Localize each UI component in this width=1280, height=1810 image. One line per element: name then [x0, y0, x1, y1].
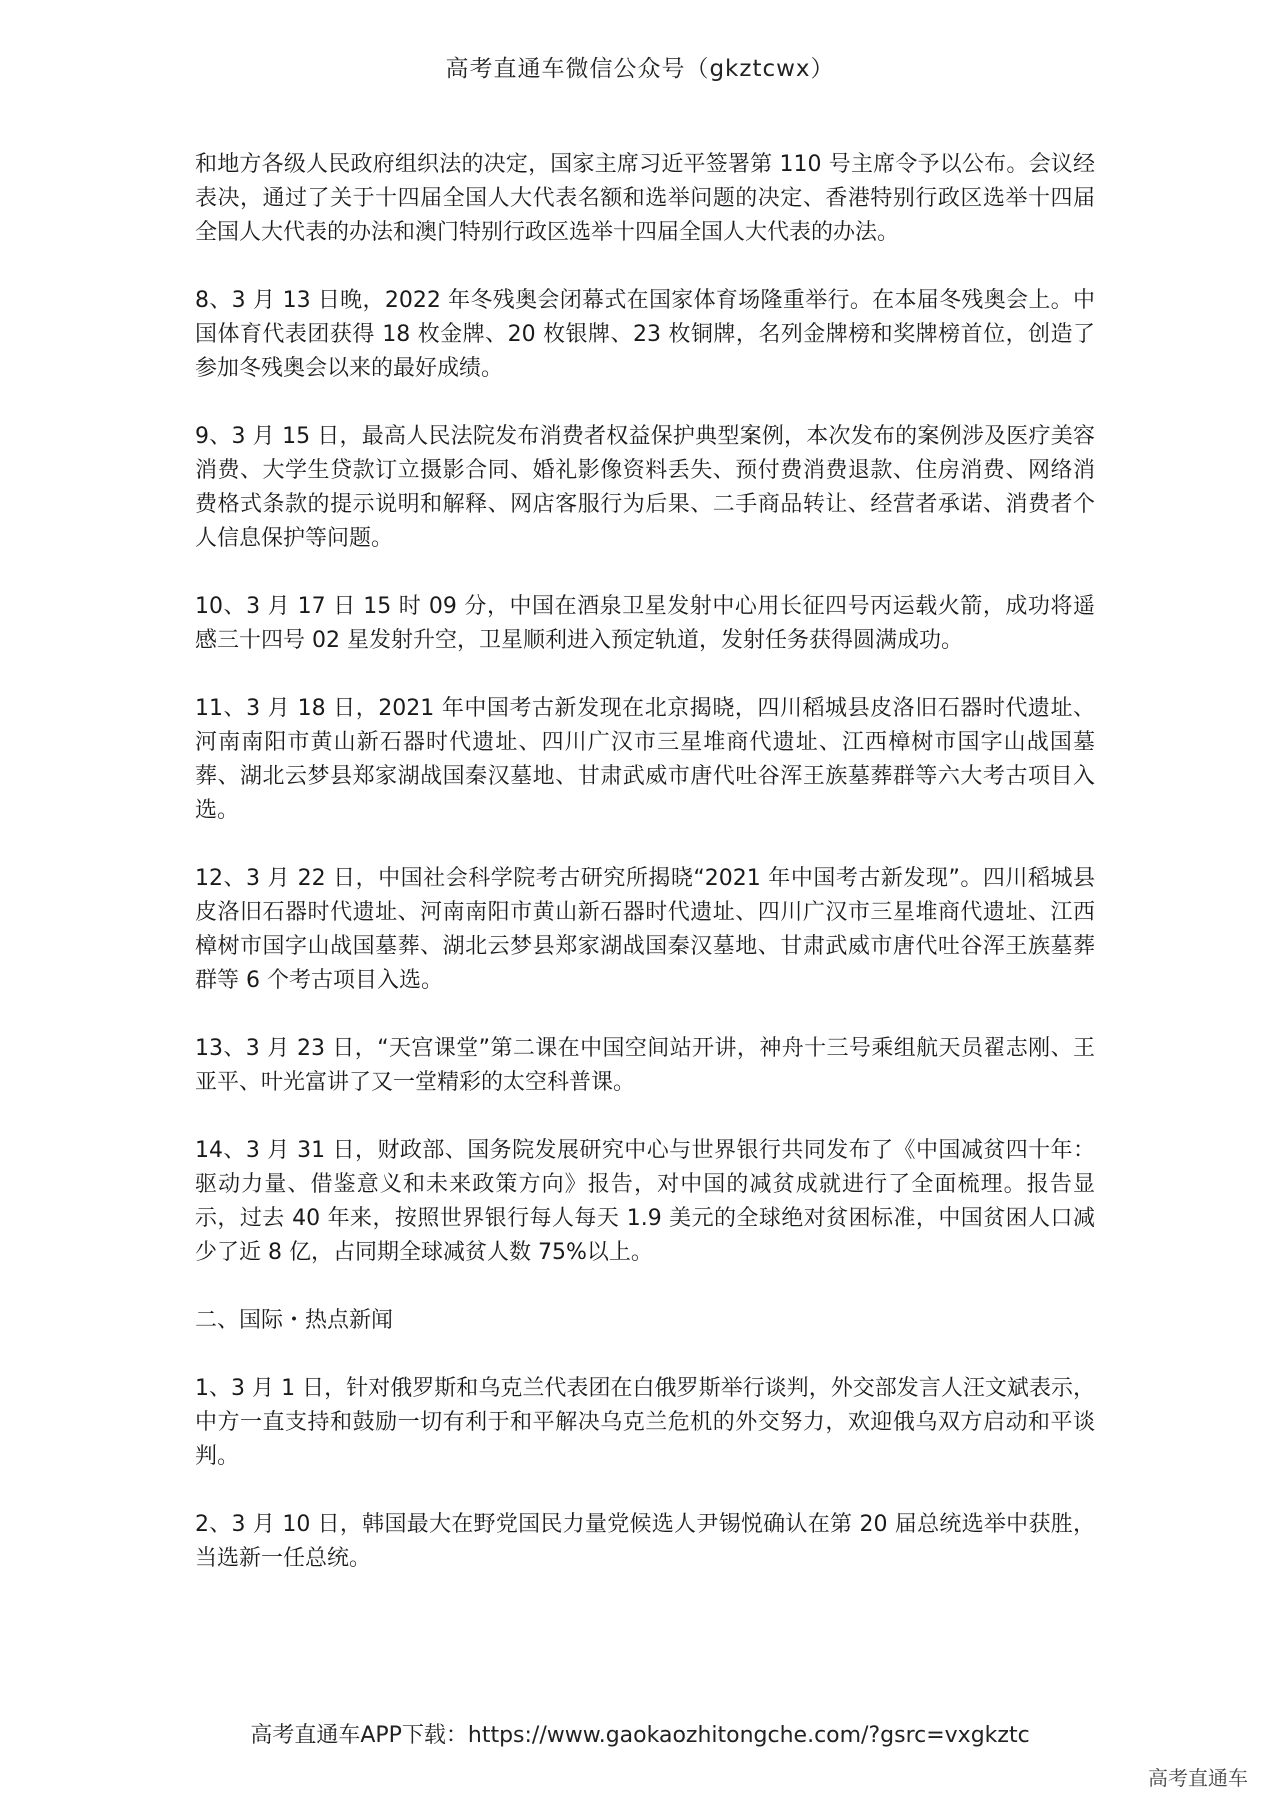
- section-heading-international: 二、国际・热点新闻: [195, 1308, 394, 1333]
- download-footer-link[interactable]: 高考直通车APP下载：https://www.gaokaozhitongche.com/?gsrc=vxgkztc: [250, 1723, 1030, 1748]
- watermark-label: 高考直通车: [1148, 1766, 1248, 1790]
- paragraph-intl-item-2: 2、3 月 10 日，韩国最大在野党国民力量党候选人尹锡悦确认在第 20 届总统选举中获胜，当选新一任总统。: [195, 1512, 1095, 1571]
- page-header: 高考直通车微信公众号（gkztcwx）: [445, 56, 835, 82]
- paragraph-item-14: 14、3 月 31 日，财政部、国务院发展研究中心与世界银行共同发布了《中国减贫四十年：驱动力量、借鉴意义和未来政策方向》报告，对中国的减贫成就进行了全面梳理。报告显示，过去 40 年来，按照世界银行每人每天 1.9 美元的全球绝对贫困标准，中国贫困人口减少了近 8 亿，占同期全球减贫人数 75%以上。: [195, 1138, 1095, 1265]
- paragraph-intl-item-1: 1、3 月 1 日，针对俄罗斯和乌克兰代表团在白俄罗斯举行谈判，外交部发言人汪文斌表示，中方一直支持和鼓励一切有利于和平解决乌克兰危机的外交努力，欢迎俄乌双方启动和平谈判。: [195, 1376, 1095, 1469]
- paragraph-item-11: 11、3 月 18 日，2021 年中国考古新发现在北京揭晓，四川稻城县皮洛旧石器时代遗址、河南南阳市黄山新石器时代遗址、四川广汉市三星堆商代遗址、江西樟树市国字山战国墓葬、湖北云梦县郑家湖战国秦汉墓地、甘肃武威市唐代吐谷浑王族墓葬群等六大考古项目入选。: [195, 696, 1095, 823]
- paragraph-continuation: 和地方各级人民政府组织法的决定，国家主席习近平签署第 110 号主席令予以公布。会议经表决，通过了关于十四届全国人大代表名额和选举问题的决定、香港特别行政区选举十四届全国人大代表的办法和澳门特别行政区选举十四届全国人大代表的办法。: [195, 152, 1095, 245]
- paragraph-item-8: 8、3 月 13 日晚，2022 年冬残奥会闭幕式在国家体育场隆重举行。在本届冬残奥会上。中国体育代表团获得 18 枚金牌、20 枚银牌、23 枚铜牌，名列金牌榜和奖牌榜首位，创造了参加冬残奥会以来的最好成绩。: [195, 288, 1095, 381]
- paragraph-item-12: 12、3 月 22 日，中国社会科学院考古研究所揭晓“2021 年中国考古新发现”。四川稻城县皮洛旧石器时代遗址、河南南阳市黄山新石器时代遗址、四川广汉市三星堆商代遗址、江西樟树市国字山战国墓葬、湖北云梦县郑家湖战国秦汉墓地、甘肃武威市唐代吐谷浑王族墓葬群等 6 个考古项目入选。: [195, 866, 1095, 993]
- document-body: [195, 148, 1095, 1610]
- paragraph-item-13: 13、3 月 23 日，“天宫课堂”第二课在中国空间站开讲，神舟十三号乘组航天员翟志刚、王亚平、叶光富讲了又一堂精彩的太空科普课。: [195, 1036, 1095, 1095]
- paragraph-item-10: 10、3 月 17 日 15 时 09 分，中国在酒泉卫星发射中心用长征四号丙运载火箭，成功将遥感三十四号 02 星发射升空，卫星顺利进入预定轨道，发射任务获得圆满成功。: [195, 594, 1095, 653]
- paragraph-item-9: 9、3 月 15 日，最高人民法院发布消费者权益保护典型案例，本次发布的案例涉及医疗美容消费、大学生贷款订立摄影合同、婚礼影像资料丢失、预付费消费退款、住房消费、网络消费格式条款的提示说明和解释、网店客服行为后果、二手商品转让、经营者承诺、消费者个人信息保护等问题。: [195, 424, 1095, 551]
